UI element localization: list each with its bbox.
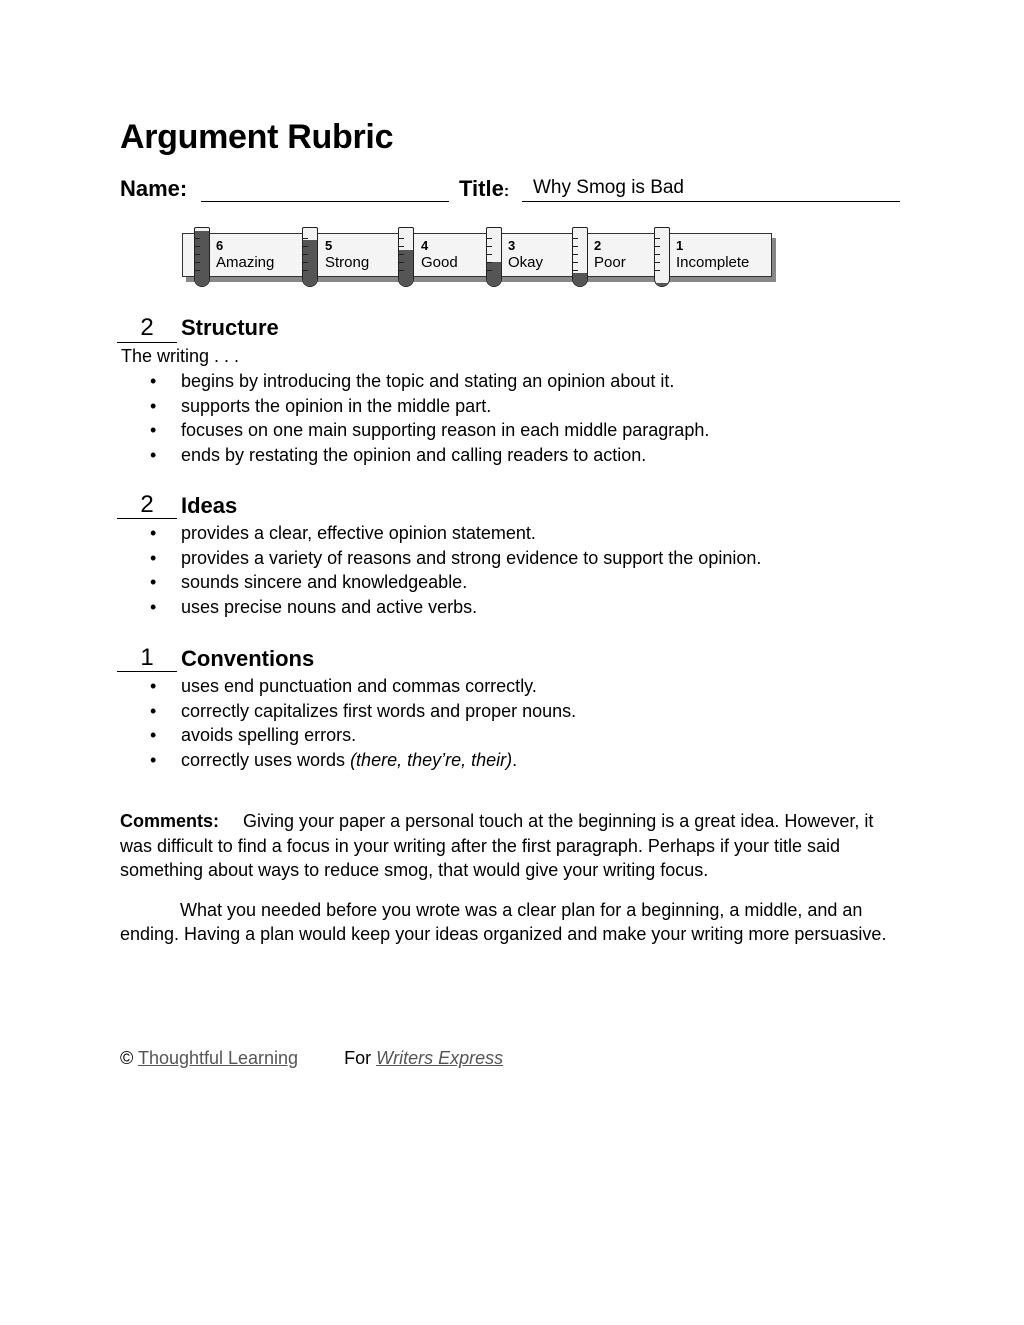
comments-label: Comments: <box>120 811 220 831</box>
scale-level-number: 5 <box>325 238 333 253</box>
scale-level-number: 6 <box>216 238 224 253</box>
list-item: • uses end punctuation and commas correctly. <box>150 674 576 699</box>
tube-tick <box>195 262 200 263</box>
scale-level <box>676 237 749 271</box>
scale-level <box>216 237 274 271</box>
tube-fill <box>195 231 209 286</box>
tube-tick <box>303 254 308 255</box>
list-item-italic: (there, they’re, their) <box>350 749 513 770</box>
title-label: Title: <box>459 176 510 201</box>
name-underline <box>201 201 449 202</box>
list-item: • provides a variety of reasons and strong evidence to support the opinion. <box>150 546 761 571</box>
scale-level-number: 3 <box>508 238 516 253</box>
list-item: • supports the opinion in the middle part. <box>150 394 709 419</box>
scale-level-name: Okay <box>508 254 544 271</box>
tube-tick <box>573 246 578 247</box>
test-tube-icon <box>572 227 588 287</box>
tube-tick <box>655 254 660 255</box>
tube-tick <box>487 270 492 271</box>
list-item: • begins by introducing the topic and stating an opinion about it. <box>150 369 709 394</box>
tube-tick <box>655 238 660 239</box>
list-item: • avoids spelling errors. <box>150 723 576 748</box>
tube-tick <box>195 246 200 247</box>
page-title: Argument Rubric <box>120 118 394 156</box>
tube-tick <box>303 246 308 247</box>
structure-score-line <box>117 342 177 343</box>
tube-fill <box>487 262 501 286</box>
structure-intro: The writing . . . <box>121 346 240 366</box>
structure-score: 2 <box>140 314 154 341</box>
scale-level <box>325 237 369 271</box>
tube-tick <box>195 254 200 255</box>
ideas-score: 2 <box>140 491 154 518</box>
scale-level-number: 1 <box>676 238 684 253</box>
scale-level-name: Amazing <box>216 254 275 271</box>
list-item-text: correctly uses words <box>181 749 351 770</box>
ideas-score-line <box>117 518 177 519</box>
tube-tick <box>655 262 660 263</box>
test-tube-icon <box>654 227 670 287</box>
list-item: • provides a clear, effective opinion statement. <box>150 521 761 546</box>
tube-tick <box>573 238 578 239</box>
scale-level <box>421 237 458 271</box>
tube-tick <box>399 246 404 247</box>
scale-level-number: 4 <box>421 238 429 253</box>
tube-tick <box>303 270 308 271</box>
name-field[interactable] <box>202 176 448 202</box>
footer <box>120 1048 503 1069</box>
comments-block <box>120 809 900 947</box>
tube-tick <box>195 238 200 239</box>
scale-level-name: Poor <box>594 254 626 271</box>
comments-text-1: Giving your paper a personal touch at the beginning is a great idea. However, it was difficult to find a focus in your writing after the first paragraph. Perhaps if your title said something about ways to reduce smog, that would give your writing focus. <box>120 811 874 880</box>
tube-tick <box>573 254 578 255</box>
scale-level-number: 2 <box>594 238 602 253</box>
list-item <box>150 748 576 773</box>
scale-level-name: Incomplete <box>676 254 750 271</box>
conventions-heading: Conventions <box>181 646 315 671</box>
book-link[interactable]: Writers Express <box>376 1048 504 1068</box>
structure-criteria <box>150 369 709 467</box>
list-item: • ends by restating the opinion and calling readers to action. <box>150 443 709 468</box>
tube-tick <box>655 270 660 271</box>
ideas-criteria <box>150 521 761 619</box>
tube-tick <box>399 238 404 239</box>
copyright-symbol: © <box>120 1048 134 1068</box>
structure-heading: Structure <box>181 315 279 340</box>
tube-tick <box>573 262 578 263</box>
test-tube-icon <box>194 227 210 287</box>
tube-fill <box>399 250 413 286</box>
tube-tick <box>303 238 308 239</box>
list-item: • sounds sincere and knowledgeable. <box>150 570 761 595</box>
test-tube-icon <box>398 227 414 287</box>
list-item: • uses precise nouns and active verbs. <box>150 595 761 620</box>
tube-tick <box>487 238 492 239</box>
test-tube-icon <box>486 227 502 287</box>
tube-tick <box>655 246 660 247</box>
tube-tick <box>399 262 404 263</box>
scale-level-name: Strong <box>325 254 370 271</box>
tube-tick <box>195 270 200 271</box>
tube-tick <box>399 254 404 255</box>
test-tube-icon <box>302 227 318 287</box>
title-field[interactable] <box>523 173 899 201</box>
conventions-score-line <box>117 671 177 672</box>
tube-tick <box>487 246 492 247</box>
name-label: Name: <box>120 176 188 201</box>
scale-level-name: Good <box>421 254 458 271</box>
list-item: • correctly capitalizes first words and proper nouns. <box>150 699 576 724</box>
list-item: • focuses on one main supporting reason in each middle paragraph. <box>150 418 709 443</box>
conventions-score: 1 <box>140 644 154 671</box>
comments-paragraph-1 <box>120 809 900 883</box>
ideas-heading: Ideas <box>181 493 238 518</box>
tube-tick <box>399 270 404 271</box>
tube-tick <box>573 270 578 271</box>
publisher-link[interactable]: Thoughtful Learning <box>137 1048 299 1068</box>
tube-tick <box>487 262 492 263</box>
title-value: Why Smog is Bad <box>533 177 684 198</box>
for-text: For <box>344 1048 372 1068</box>
tube-fill <box>573 273 587 286</box>
title-underline <box>522 201 900 202</box>
tube-fill <box>655 283 669 286</box>
scale-level <box>594 237 626 271</box>
scale-level <box>508 237 543 271</box>
list-item-suffix: . <box>512 749 518 770</box>
scoring-scale <box>182 233 772 279</box>
conventions-criteria <box>150 674 576 772</box>
comments-paragraph-2: What you needed before you wrote was a clear plan for a beginning, a middle, and an ending. Having a plan would keep your ideas organized and make your writing more persuasive. <box>120 899 887 944</box>
tube-tick <box>487 254 492 255</box>
tube-tick <box>303 262 308 263</box>
